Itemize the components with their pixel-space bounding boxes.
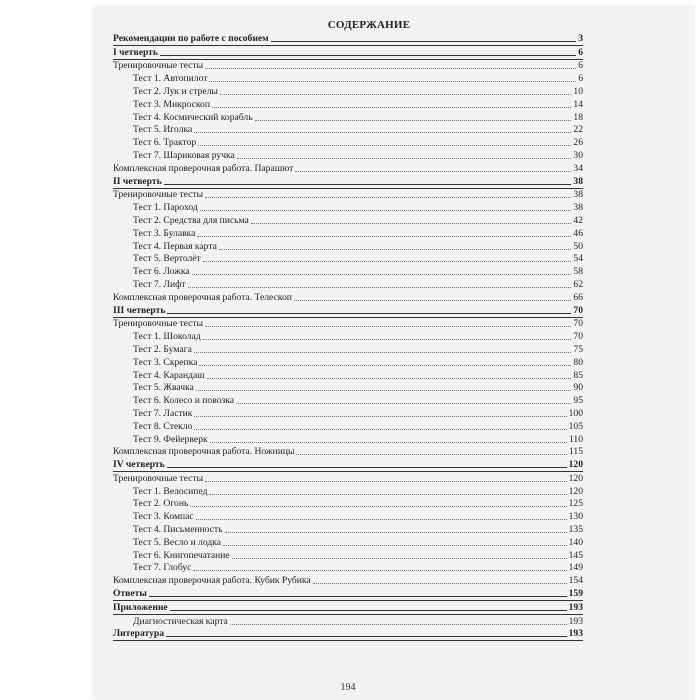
toc-entry-page: 115 <box>568 446 583 458</box>
dot-leader <box>237 157 572 159</box>
dot-leader <box>170 609 567 611</box>
toc-entry-page: 14 <box>573 98 583 110</box>
toc-entry-page: 30 <box>573 149 583 161</box>
toc-list <box>113 32 583 641</box>
toc-entry-page: 125 <box>568 498 583 510</box>
toc-entry-label: IV четверть <box>113 459 165 471</box>
toc-entry-page: 34 <box>573 162 583 174</box>
dot-leader <box>192 273 572 275</box>
dot-leader <box>212 106 571 108</box>
dot-leader <box>232 557 567 559</box>
toc-entry <box>113 162 583 175</box>
toc-entry <box>113 227 583 240</box>
toc-entry <box>113 304 583 318</box>
toc-entry <box>113 85 583 98</box>
toc-entry <box>113 574 583 587</box>
toc-entry <box>113 394 583 407</box>
toc-entry <box>113 253 583 266</box>
toc-entry-label: Тест 1. Автопилот <box>133 73 208 85</box>
toc-entry-label: II четверть <box>113 175 162 187</box>
toc-entry <box>113 562 583 575</box>
toc-entry-label: Тест 5. Вертолёт <box>133 253 201 265</box>
toc-entry <box>113 382 583 395</box>
toc-entry <box>113 189 583 202</box>
toc-entry <box>113 356 583 369</box>
dot-leader <box>205 325 571 327</box>
dot-leader <box>198 144 571 146</box>
toc-entry <box>113 291 583 304</box>
toc-entry-page: 70 <box>573 331 583 343</box>
toc-entry-page: 154 <box>568 575 583 587</box>
dot-leader <box>188 286 572 288</box>
toc-entry <box>113 318 583 331</box>
toc-entry-label: Приложение <box>113 601 168 613</box>
toc-entry-label: I четверть <box>113 46 158 58</box>
toc-entry-label: Тест 3. Компас <box>133 511 194 523</box>
toc-entry <box>113 615 583 628</box>
dot-leader <box>205 480 567 482</box>
toc-entry <box>113 98 583 111</box>
dot-leader <box>220 93 571 95</box>
toc-entry-page: 105 <box>568 420 583 432</box>
toc-entry-page: 6 <box>578 46 583 58</box>
toc-entry <box>113 330 583 343</box>
dot-leader <box>313 582 567 584</box>
toc-entry-label: Тест 5. Весло и лодка <box>133 536 222 548</box>
toc-entry-label: Тест 2. Средства для письма <box>133 214 249 226</box>
dot-leader <box>197 235 571 237</box>
toc-entry-page: 62 <box>573 278 583 290</box>
toc-entry-page: 3 <box>578 32 583 44</box>
book-page <box>95 6 695 700</box>
page-title: СОДЕРЖАНИЕ <box>327 19 411 31</box>
toc-entry-label: Тест 7. Шариковая ручка <box>133 149 235 161</box>
toc-entry <box>113 124 583 137</box>
table-of-contents <box>113 18 583 641</box>
toc-entry-label: III четверть <box>113 304 166 316</box>
toc-entry-label: Ответы <box>113 588 147 600</box>
toc-entry-page: 100 <box>568 407 583 419</box>
toc-entry-label: Тест 6. Трактор <box>133 137 197 149</box>
toc-entry-page: 10 <box>573 85 583 97</box>
toc-entry-label: Тренировочные тесты <box>113 189 204 201</box>
toc-entry <box>113 111 583 124</box>
toc-entry-page: 6 <box>578 60 583 72</box>
toc-entry-label: Тест 3. Скрепка <box>133 356 198 368</box>
toc-entry <box>113 46 583 60</box>
toc-entry-page: 70 <box>573 304 583 316</box>
dot-leader <box>296 453 567 455</box>
toc-entry-page: 149 <box>568 562 583 574</box>
toc-entry-label: Тренировочные тесты <box>113 472 204 484</box>
toc-entry-page: 18 <box>573 111 583 123</box>
toc-entry <box>113 343 583 356</box>
toc-entry-label: Тест 1. Шоколад <box>133 331 201 343</box>
toc-entry-page: 70 <box>573 318 583 330</box>
toc-entry-page: 22 <box>573 124 583 136</box>
toc-entry-label: Тест 2. Огонь <box>133 498 189 510</box>
toc-entry-label: Тест 9. Фейерверк <box>133 433 208 445</box>
toc-entry <box>113 149 583 162</box>
toc-entry-label: Тренировочные тесты <box>113 60 204 72</box>
toc-entry-label: Тест 4. Письменность <box>133 524 223 536</box>
toc-entry-page: 110 <box>568 433 583 445</box>
toc-entry-label: Тест 5. Жвачка <box>133 382 194 394</box>
toc-entry <box>113 407 583 420</box>
toc-entry-label: Тест 7. Глобус <box>133 562 192 574</box>
dot-leader <box>209 80 576 82</box>
toc-entry <box>113 32 583 46</box>
toc-entry <box>113 485 583 498</box>
toc-entry <box>113 433 583 446</box>
toc-entry-page: 42 <box>573 214 583 226</box>
toc-entry-page: 90 <box>573 382 583 394</box>
toc-entry-label: Комплексная проверочная работа. Кубик Рубика <box>113 575 311 587</box>
toc-entry <box>113 278 583 291</box>
dot-leader <box>230 623 567 625</box>
toc-entry-label: Тест 4. Карандаш <box>133 369 205 381</box>
toc-entry-page: 38 <box>573 202 583 214</box>
toc-entry <box>113 240 583 253</box>
toc-entry <box>113 601 583 615</box>
toc-entry <box>113 549 583 562</box>
toc-entry-page: 120 <box>568 485 583 497</box>
toc-entry-label: Тест 1. Пароход <box>133 202 198 214</box>
toc-entry-page: 46 <box>573 227 583 239</box>
toc-entry <box>113 628 583 642</box>
toc-entry <box>113 498 583 511</box>
toc-entry-page: 145 <box>568 549 583 561</box>
toc-entry <box>113 369 583 382</box>
dot-leader <box>166 635 567 637</box>
dot-leader <box>164 183 572 185</box>
toc-entry-page: 193 <box>568 601 583 613</box>
toc-entry-page: 159 <box>568 588 583 600</box>
toc-entry-page: 54 <box>573 253 583 265</box>
dot-leader <box>205 196 571 198</box>
toc-entry-page: 85 <box>573 369 583 381</box>
dot-leader <box>236 402 571 404</box>
toc-entry-label: Тест 6. Колесо и повозка <box>133 395 235 407</box>
toc-entry-label: Комплексная проверочная работа. Ножницы <box>113 446 295 458</box>
dot-leader <box>196 518 567 520</box>
dot-leader <box>149 595 567 597</box>
toc-entry <box>113 523 583 536</box>
toc-entry-label: Тест 7. Ластик <box>133 407 193 419</box>
toc-entry-label: Комплексная проверочная работа. Парашют <box>113 162 294 174</box>
dot-leader <box>194 428 566 430</box>
toc-entry-label: Тест 2. Лук и стрелы <box>133 85 218 97</box>
toc-entry-label: Литература <box>113 628 165 640</box>
toc-entry-page: 26 <box>573 137 583 149</box>
dot-leader <box>196 389 571 391</box>
dot-leader <box>209 493 566 495</box>
dot-leader <box>255 119 572 121</box>
dot-leader <box>203 260 572 262</box>
toc-entry-label: Рекомендации по работе с пособием <box>113 32 269 44</box>
toc-entry-label: Тест 8. Стекло <box>133 420 193 432</box>
toc-entry-label: Тест 3. Микроскоп <box>133 98 210 110</box>
dot-leader <box>167 312 571 314</box>
toc-entry-page: 193 <box>568 615 583 627</box>
toc-entry <box>113 587 583 601</box>
dot-leader <box>200 209 572 211</box>
toc-entry-page: 75 <box>573 343 583 355</box>
toc-entry-label: Тест 4. Первая карта <box>133 240 217 252</box>
dot-leader <box>190 505 566 507</box>
toc-entry-label: Тест 6. Ложка <box>133 266 190 278</box>
toc-entry-label: Тест 7. Лифт <box>133 278 186 290</box>
toc-entry-label: Тест 4. Космический корабль <box>133 111 253 123</box>
toc-entry <box>113 214 583 227</box>
dot-leader <box>193 569 566 571</box>
toc-entry <box>113 510 583 523</box>
toc-entry-page: 6 <box>578 73 583 85</box>
toc-entry <box>113 472 583 485</box>
toc-entry-page: 130 <box>568 511 583 523</box>
toc-entry-page: 95 <box>573 395 583 407</box>
toc-entry-page: 50 <box>573 240 583 252</box>
dot-leader <box>271 40 577 42</box>
dot-leader <box>294 299 572 301</box>
toc-entry-label: Диагностическая карта <box>133 615 228 627</box>
toc-entry <box>113 136 583 149</box>
toc-entry <box>113 536 583 549</box>
toc-entry <box>113 420 583 433</box>
toc-entry-label: Тест 1. Велосипед <box>133 485 208 497</box>
toc-entry-page: 58 <box>573 266 583 278</box>
toc-entry-page: 38 <box>573 175 583 187</box>
dot-leader <box>194 415 566 417</box>
toc-entry <box>113 446 583 459</box>
dot-leader <box>210 441 567 443</box>
dot-leader <box>295 170 571 172</box>
dot-leader <box>203 338 572 340</box>
dot-leader <box>160 54 576 56</box>
toc-entry <box>113 265 583 278</box>
toc-entry <box>113 458 583 472</box>
toc-entry-page: 135 <box>568 524 583 536</box>
toc-entry <box>113 201 583 214</box>
dot-leader <box>205 67 576 69</box>
dot-leader <box>194 131 571 133</box>
toc-entry <box>113 60 583 73</box>
toc-entry-page: 80 <box>573 356 583 368</box>
toc-entry-page: 193 <box>568 628 583 640</box>
toc-entry-page: 140 <box>568 536 583 548</box>
toc-entry-label: Тест 6. Книгопечатание <box>133 549 230 561</box>
dot-leader <box>199 364 571 366</box>
toc-entry-page: 120 <box>568 459 583 471</box>
toc-entry-page: 38 <box>573 189 583 201</box>
toc-entry-label: Тест 2. Бумага <box>133 343 192 355</box>
toc-entry <box>113 72 583 85</box>
toc-entry-label: Комплексная проверочная работа. Телескоп <box>113 291 292 303</box>
dot-leader <box>167 466 567 468</box>
dot-leader <box>219 248 572 250</box>
toc-entry-label: Тренировочные тесты <box>113 318 204 330</box>
toc-entry-label: Тест 5. Иголка <box>133 124 193 136</box>
dot-leader <box>223 544 567 546</box>
toc-entry-page: 120 <box>568 472 583 484</box>
toc-entry <box>113 175 583 189</box>
dot-leader <box>251 222 572 224</box>
toc-entry-label: Тест 3. Булавка <box>133 227 196 239</box>
dot-leader <box>194 351 572 353</box>
dot-leader <box>207 377 572 379</box>
page-number: 194 <box>340 682 356 693</box>
dot-leader <box>225 531 567 533</box>
toc-entry-page: 66 <box>573 291 583 303</box>
